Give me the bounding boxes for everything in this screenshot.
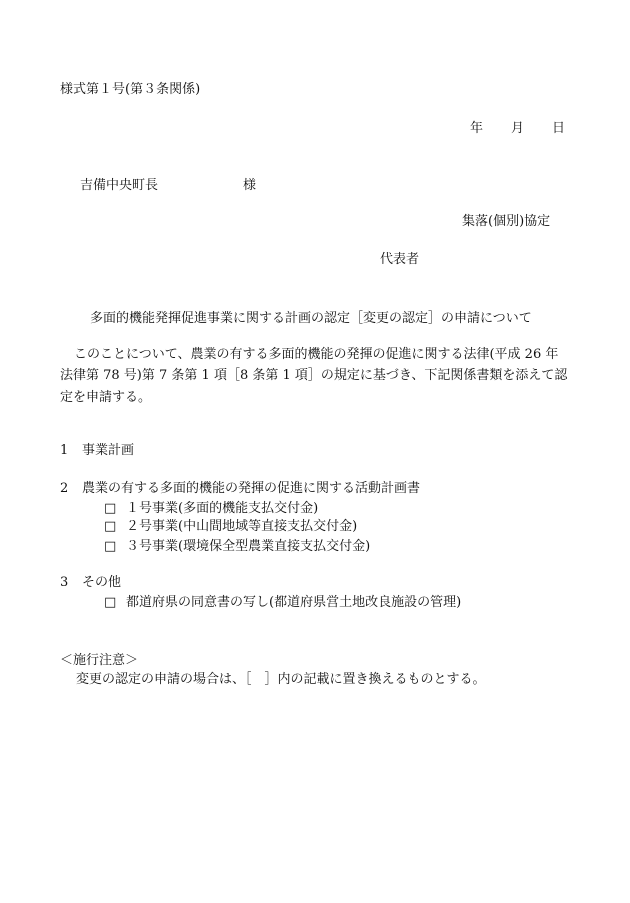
checkbox-label: １号事業(多面的機能支払交付金) <box>126 501 319 516</box>
checkbox-icon[interactable]: □ <box>104 595 117 610</box>
list-item <box>60 573 121 594</box>
group-agreement: 集落(個別)協定 <box>462 214 551 229</box>
item-number: 1 <box>60 443 69 458</box>
note-text: 変更の認定の申請の場合は、［ ］内の記載に置き換えるものとする。 <box>76 672 486 687</box>
checkbox-icon[interactable]: □ <box>104 501 117 516</box>
form-number: 様式第１号(第３条関係) <box>60 82 201 97</box>
representative: 代表者 <box>380 252 420 267</box>
checkbox-label: ３号事業(環境保全型農業直接支払交付金) <box>126 539 371 554</box>
document-subject: 多面的機能発揮促進事業に関する計画の認定［変更の認定］の申請について <box>90 311 532 326</box>
list-item <box>60 441 134 462</box>
addressee-name: 吉備中央町長 <box>80 178 159 193</box>
item-label: その他 <box>82 575 122 590</box>
body-paragraph: このことについて、農業の有する多面的機能の発揮の促進に関する法律(平成 26 年法律第 78 号)第 7 条第 1 項［8 条第 1 項］の規定に基づき、下記関係書類を添えて認定を申請する。 <box>60 347 568 405</box>
date-line <box>470 119 565 140</box>
checkbox-icon[interactable]: □ <box>104 539 117 554</box>
addressee <box>80 176 256 197</box>
addressee-honorific: 様 <box>243 178 257 193</box>
checkbox-icon[interactable]: □ <box>104 519 117 534</box>
checkbox-item[interactable] <box>104 517 357 538</box>
checkbox-label: ２号事業(中山間地域等直接支払交付金) <box>126 519 358 534</box>
list-item <box>60 479 420 500</box>
checkbox-label: 都道府県の同意書の写し(都道府県営土地改良施設の管理) <box>126 595 462 610</box>
item-label: 事業計画 <box>82 443 135 458</box>
item-number: 2 <box>60 481 69 496</box>
date-month: 月 <box>511 121 525 136</box>
date-day: 日 <box>552 121 566 136</box>
note-title: ＜施行注意＞ <box>60 653 139 668</box>
checkbox-item[interactable] <box>104 593 461 614</box>
date-year: 年 <box>470 121 484 136</box>
item-number: 3 <box>60 575 69 590</box>
item-label: 農業の有する多面的機能の発揮の促進に関する活動計画書 <box>82 481 421 496</box>
checkbox-item[interactable] <box>104 537 370 558</box>
